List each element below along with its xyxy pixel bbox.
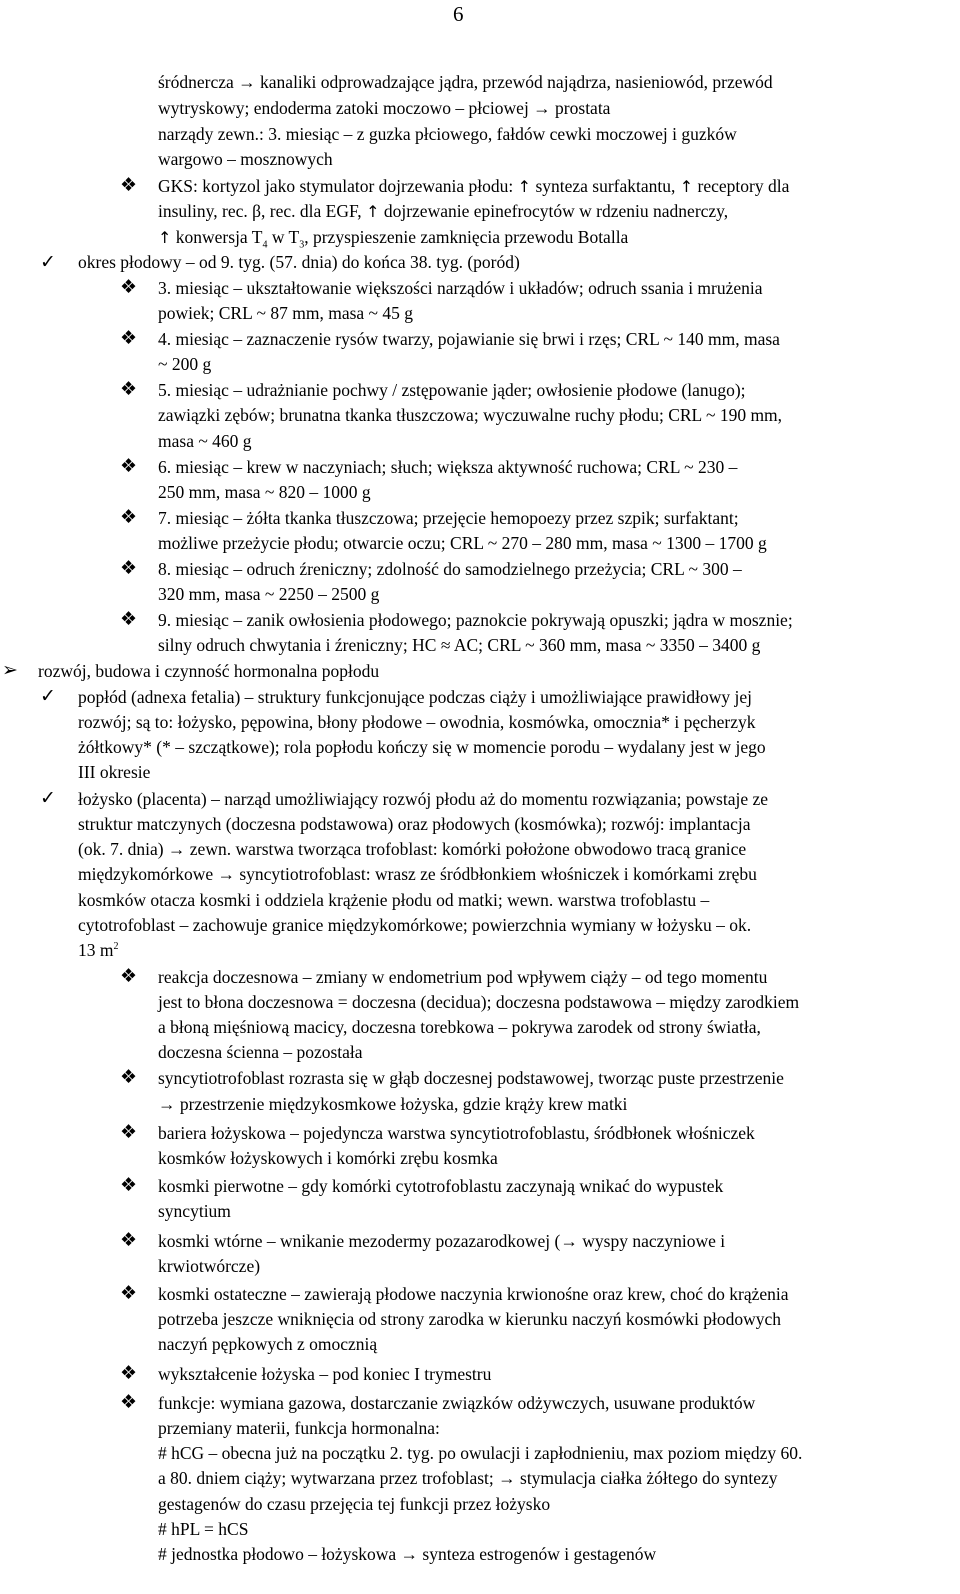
arrow-bullet-icon: ➢ — [2, 659, 18, 681]
section-heading: okres płodowy – od 9. tyg. (57. dnia) do końca 38. tyg. (poród) — [78, 252, 520, 272]
text-line: 320 mm, masa ~ 2250 – 2500 g — [158, 584, 380, 604]
diamond-bullet-icon: ❖ — [120, 608, 138, 630]
text-line: struktur matczynych (doczesna podstawowa) oraz płodowych (kosmówka); rozwój: implantacja — [78, 814, 751, 834]
text-line: syncytiotrofoblast rozrasta się w głąb doczesnej podstawowej, tworząc puste przestrzenie — [158, 1068, 784, 1088]
section-heading: rozwój, budowa i czynność hormonalna popłodu — [38, 661, 380, 681]
text-line: żółtkowy* (* – szczątkowe); rola popłodu kończy się w momencie porodu – wydalany jest w jego — [78, 737, 766, 757]
text-line: silny odruch chwytania i źreniczny; HC ≈ AC; CRL ~ 360 mm, masa ~ 3350 – 3400 g — [158, 635, 761, 655]
text-line: GKS: kortyzol jako stymulator dojrzewania płodu: ↑ synteza surfaktantu, ↑ receptory dla — [158, 176, 790, 196]
text-line: popłód (adnexa fetalia) – struktury funkcjonujące podczas ciąży i umożliwiające prawidłowy jej — [78, 687, 752, 707]
text-line: kosmki pierwotne – gdy komórki cytotrofoblastu zaczynają wnikać do wypustek — [158, 1176, 724, 1196]
text-line: międzykomórkowe → syncytiotrofoblast: wrasz ze śródbłonkiem włośniczek i komórkami zrębu — [78, 864, 757, 884]
text-line: a błoną mięśniową macicy, doczesna torebkowa – pokrywa zarodek od strony światła, — [158, 1017, 761, 1037]
diamond-bullet-icon: ❖ — [120, 276, 138, 298]
text-line: → przestrzenie międzykosmkowe łożyska, gdzie krąży krew matki — [158, 1094, 628, 1114]
text-line: funkcje: wymiana gazowa, dostarczanie związków odżywczych, usuwane produktów — [158, 1393, 756, 1413]
text-line: kosmków łożyskowych i komórki zrębu kosmka — [158, 1148, 498, 1168]
up-arrow-icon: ↑ — [517, 177, 532, 196]
text-line: gestagenów do czasu przejęcia tej funkcji przez łożysko — [158, 1494, 551, 1514]
text-line: 7. miesiąc – żółta tkanka tłuszczowa; przejęcie hemopoezy przez szpik; surfaktant; — [158, 508, 739, 528]
page-number: 6 — [453, 2, 464, 26]
text-line: łożysko (placenta) – narząd umożliwiający rozwój płodu aż do momentu rozwiązania; powstaje ze — [78, 789, 769, 809]
text-line: reakcja doczesnowa – zmiany w endometrium pod wpływem ciąży – od tego momentu — [158, 967, 768, 987]
diamond-bullet-icon: ❖ — [120, 965, 138, 987]
text-line: przemiany materii, funkcja hormonalna: — [158, 1418, 440, 1438]
text-line: ↑ konwersja $T_4$ w $T_3$, przyspieszenie zamknięcia przewodu Botalla — [158, 227, 629, 251]
text-line: powiek; CRL ~ 87 mm, masa ~ 45 g — [158, 303, 414, 323]
text-line: jest to błona doczesnowa = doczesna (decidua); doczesna podstawowa – między zarodkiem — [158, 992, 800, 1012]
diamond-bullet-icon: ❖ — [120, 1066, 138, 1088]
text-line: 3. miesiąc – ukształtowanie większości narządów i układów; odruch ssania i mrużenia — [158, 278, 763, 298]
text-line: # hCG – obecna już na początku 2. tyg. po owulacji i zapłodnieniu, max poziom między 60. — [158, 1443, 803, 1463]
diamond-bullet-icon: ❖ — [120, 1121, 138, 1143]
diamond-bullet-icon: ❖ — [120, 327, 138, 349]
text-line: 8. miesiąc – odruch źreniczny; zdolność do samodzielnego przeżycia; CRL ~ 300 – — [158, 559, 742, 579]
text-line: wykształcenie łożyska – pod koniec I trymestru — [158, 1364, 492, 1384]
text-line: zawiązki zębów; brunatna tkanka tłuszczowa; wyczuwalne ruchy płodu; CRL ~ 190 mm, — [158, 405, 783, 425]
text-line: syncytium — [158, 1201, 231, 1221]
text-line: śródnercza → kanaliki odprowadzające jądra, przewód najądrza, nasieniowód, przewód — [158, 72, 773, 92]
text-line: wytryskowy; endoderma zatoki moczowo – płciowej → prostata — [158, 98, 611, 118]
text-line: (ok. 7. dnia) → zewn. warstwa tworząca trofoblast: komórki położone obwodowo tracą granice — [78, 839, 747, 859]
text-line: bariera łożyskowa – pojedyncza warstwa syncytiotrofoblastu, śródbłonek włośniczek — [158, 1123, 755, 1143]
diamond-bullet-icon: ❖ — [120, 1391, 138, 1413]
up-arrow-icon: ↑ — [679, 177, 694, 196]
text-line: masa ~ 460 g — [158, 431, 252, 451]
diamond-bullet-icon: ❖ — [120, 1362, 138, 1384]
text-line: możliwe przeżycie płodu; otwarcie oczu; CRL ~ 270 – 280 mm, masa ~ 1300 – 1700 g — [158, 533, 767, 553]
diamond-bullet-icon: ❖ — [120, 1174, 138, 1196]
text-line: kosmki ostateczne – zawierają płodowe naczynia krwionośne oraz krew, choć do krążenia — [158, 1284, 789, 1304]
diamond-bullet-icon: ❖ — [120, 455, 138, 477]
text-line: a 80. dniem ciąży; wytwarzana przez trofoblast; → stymulacja ciałka żółtego do syntezy — [158, 1468, 778, 1488]
diamond-bullet-icon: ❖ — [120, 1229, 138, 1251]
text-line: 13 $m^2$ — [78, 940, 119, 960]
text-line: 250 mm, masa ~ 820 – 1000 g — [158, 482, 371, 502]
text-line: insuliny, rec. β, rec. dla EGF, ↑ dojrzewanie epinefrocytów w rdzeniu nadnerczy, — [158, 201, 729, 221]
text-line: wargowo – mosznowych — [158, 149, 333, 169]
check-bullet-icon: ✓ — [40, 685, 56, 707]
check-bullet-icon: ✓ — [40, 787, 56, 809]
diamond-bullet-icon: ❖ — [120, 1282, 138, 1304]
up-arrow-icon: ↑ — [158, 228, 172, 247]
text-line: doczesna ścienna – pozostała — [158, 1042, 363, 1062]
diamond-bullet-icon: ❖ — [120, 174, 138, 196]
text-line: # hPL = hCS — [158, 1519, 249, 1539]
diamond-bullet-icon: ❖ — [120, 557, 138, 579]
up-arrow-icon: ↑ — [366, 202, 380, 221]
text-line: cytotrofoblast – zachowuje granice międzykomórkowe; powierzchnia wymiany w łożysku – ok. — [78, 915, 752, 935]
text-line: # jednostka płodowo – łożyskowa → synteza estrogenów i gestagenów — [158, 1544, 657, 1564]
text-line: naczyń pępkowych z omocznią — [158, 1334, 378, 1354]
text-line: rozwój; są to: łożysko, pępowina, błony płodowe – owodnia, kosmówka, omocznia* i pęcherzyk — [78, 712, 756, 732]
text-line: krwiotwórcze) — [158, 1256, 261, 1276]
diamond-bullet-icon: ❖ — [120, 378, 138, 400]
text-line: III okresie — [78, 762, 151, 782]
text-line: narządy zewn.: 3. miesiąc – z guzka płciowego, fałdów cewki moczowej i guzków — [158, 124, 737, 144]
text-line: kosmki wtórne – wnikanie mezodermy pozazarodkowej (→ wyspy naczyniowe i — [158, 1231, 726, 1251]
text-line: 6. miesiąc – krew w naczyniach; słuch; większa aktywność ruchowa; CRL ~ 230 – — [158, 457, 738, 477]
text-line: ~ 200 g — [158, 354, 212, 374]
text-line: 9. miesiąc – zanik owłosienia płodowego; paznokcie pokrywają opuszki; jądra w mosznie; — [158, 610, 793, 630]
diamond-bullet-icon: ❖ — [120, 506, 138, 528]
text-line: 5. miesiąc – udrażnianie pochwy / zstępowanie jąder; owłosienie płodowe (lanugo); — [158, 380, 746, 400]
text-line: 4. miesiąc – zaznaczenie rysów twarzy, pojawianie się brwi i rzęs; CRL ~ 140 mm, masa — [158, 329, 780, 349]
text-line: kosmków otacza kosmki i oddziela krążenie płodu od matki; wewn. warstwa trofoblastu – — [78, 890, 710, 910]
check-bullet-icon: ✓ — [40, 251, 56, 273]
text-line: potrzeba jeszcze wniknięcia od strony zarodka w kierunku naczyń kosmówki płodowych — [158, 1309, 781, 1329]
